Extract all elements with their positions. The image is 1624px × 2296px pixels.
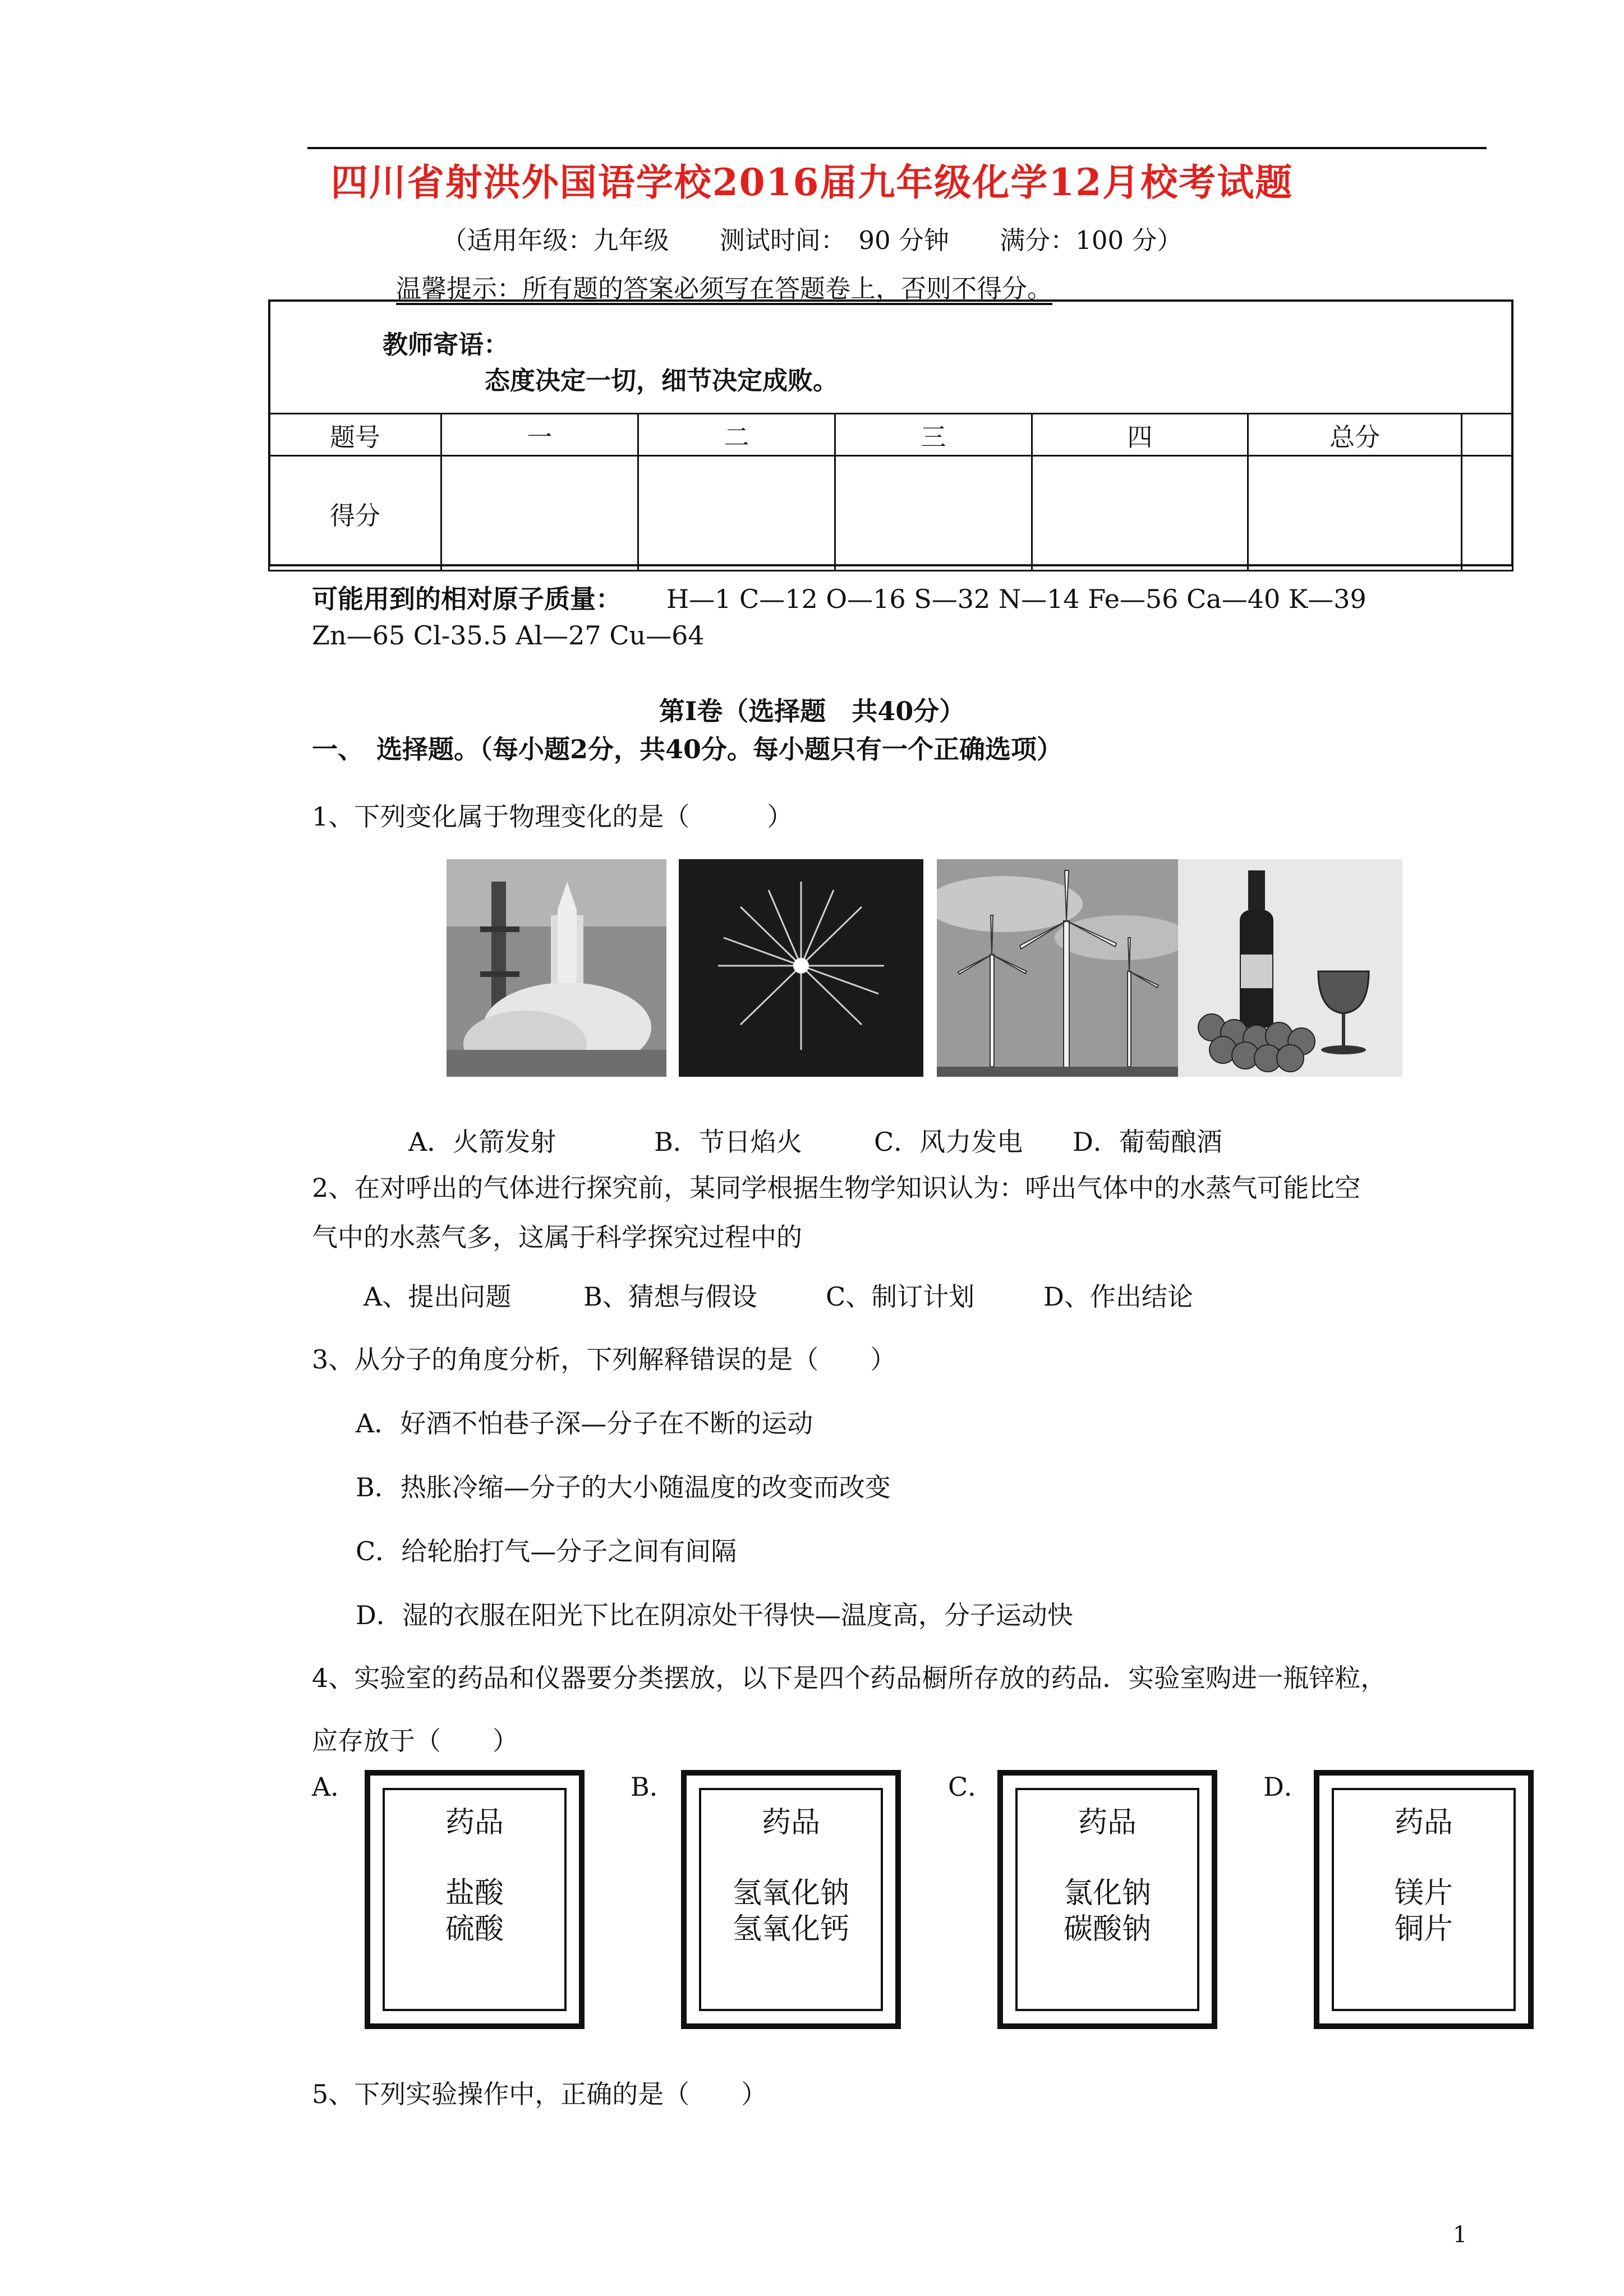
question-4-line1: 4、实验室的药品和仪器要分类摆放，以下是四个药品橱所存放的药品．实验室购进一瓶锌粒，: [312, 1663, 1387, 1693]
q3-option-a: A．好酒不怕巷子深—分子在不断的运动: [356, 1408, 813, 1439]
medicine-cabinet-d: [1314, 1770, 1534, 2029]
score-table: [268, 413, 1513, 571]
cabinet-item: 氯化钠: [1063, 1877, 1151, 1910]
q3-option-c: C．给轮胎打气—分子之间有间隔: [356, 1536, 737, 1566]
cabinet-item: 盐酸: [445, 1877, 504, 1910]
score-header-cell: [1462, 414, 1513, 456]
q3-option-d: D．湿的衣服在阳光下比在阴凉处干得快—温度高，分子运动快: [356, 1600, 1073, 1630]
question-2-line1: 2、在对呼出的气体进行探究前，某同学根据生物学知识认为：呼出气体中的水蒸气可能比空: [312, 1173, 1361, 1203]
q1-option-c: C．风力发电: [874, 1127, 1023, 1157]
q1-option-b: B．节日焰火: [654, 1127, 802, 1157]
teacher-message: 态度决定一切，细节决定成败。: [485, 366, 839, 395]
page-number: 1: [1453, 2222, 1467, 2248]
medicine-cabinet-c: [997, 1770, 1217, 2029]
q1-option-d: D．葡萄酿酒: [1073, 1127, 1222, 1157]
q2-option-d: D、作出结论: [1043, 1281, 1193, 1312]
time-info: 测试时间： 90 分钟: [719, 225, 949, 255]
question-4-line2: 应存放于（ ）: [312, 1726, 518, 1756]
q2-option-b: B、猜想与假设: [583, 1281, 757, 1312]
score-header-cell: 四: [1032, 414, 1248, 456]
score-header-cell: 一: [441, 414, 638, 456]
cabinet-item: 镁片: [1394, 1877, 1453, 1910]
score-header-cell: 题号: [269, 414, 441, 456]
score-cell[interactable]: [835, 456, 1032, 571]
grade-info: （适用年级：九年级: [441, 225, 669, 255]
question-1: 1、下列变化属于物理变化的是（ ）: [312, 801, 793, 832]
q4-letter-c: C．: [948, 1772, 994, 1802]
q4-letter-d: D．: [1263, 1772, 1310, 1802]
question-3: 3、从分子的角度分析，下列解释错误的是（ ）: [312, 1344, 896, 1375]
score-header-cell: 二: [638, 414, 835, 456]
cabinet-title: 药品: [1078, 1806, 1137, 1839]
atomic-mass-line2: Zn—65 Cl-35.5 Al—27 Cu—64: [312, 620, 705, 651]
q3-option-b: B．热胀冷缩—分子的大小随温度的改变而改变: [356, 1472, 891, 1502]
section-title: 第Ⅰ卷（选择题 共40分）: [659, 696, 965, 726]
cabinet-title: 药品: [761, 1806, 820, 1839]
cabinet-title: 药品: [445, 1806, 504, 1839]
q2-option-c: C、制订计划: [826, 1281, 975, 1312]
cabinet-item: 硫酸: [445, 1912, 504, 1946]
medicine-cabinet-a: [365, 1770, 585, 2029]
part-one-heading: 一、 选择题。（每小题2分，共40分。每小题只有一个正确选项）: [312, 734, 1063, 764]
score-cell[interactable]: [1032, 456, 1248, 571]
score-cell[interactable]: [1462, 456, 1513, 571]
question-2-line2: 气中的水蒸气多，这属于科学探究过程中的: [312, 1222, 802, 1252]
cabinet-title: 药品: [1394, 1806, 1453, 1839]
q4-letter-b: B．: [631, 1772, 675, 1802]
cabinet-item: 碳酸钠: [1063, 1912, 1151, 1946]
q2-option-a: A、提出问题: [364, 1281, 512, 1312]
question-5: 5、下列实验操作中，正确的是（ ）: [312, 2079, 767, 2109]
wind-turbines-image: [937, 859, 1178, 1077]
cabinet-item: 铜片: [1394, 1912, 1453, 1946]
score-header-cell: 三: [835, 414, 1032, 456]
atomic-mass-label: 可能用到的相对原子质量：: [312, 584, 622, 614]
wine-grapes-image: [1178, 859, 1402, 1077]
exam-info: [0, 220, 1624, 256]
score-info: 满分：100 分）: [1000, 225, 1183, 255]
score-cell[interactable]: [441, 456, 638, 571]
warm-tip: 温馨提示：所有题的答案必须写在答题卷上，否则不得分。: [396, 274, 1053, 303]
atomic-mass-line1: 可能用到的相对原子质量： H—1 C—12 O—16 S—32 N—14 Fe—56 Ca—40 K—39: [312, 584, 1367, 614]
rocket-launch-image: [447, 859, 666, 1077]
score-header-cell: 总分: [1248, 414, 1462, 456]
score-cell[interactable]: [638, 456, 835, 571]
score-row-label: 得分: [269, 456, 441, 571]
teacher-label: 教师寄语：: [383, 330, 509, 359]
q1-option-a: A．火箭发射: [408, 1127, 556, 1157]
cabinet-item: 氢氧化钙: [732, 1912, 849, 1946]
q4-letter-a: A．: [312, 1772, 357, 1802]
fireworks-image: [679, 859, 923, 1077]
page-title: 四川省射洪外国语学校2016届九年级化学12月校考试题: [330, 160, 1294, 204]
score-cell[interactable]: [1248, 456, 1462, 571]
header-rule: [307, 147, 1487, 149]
cabinet-item: 氢氧化钠: [732, 1877, 849, 1910]
medicine-cabinet-b: [681, 1770, 901, 2029]
